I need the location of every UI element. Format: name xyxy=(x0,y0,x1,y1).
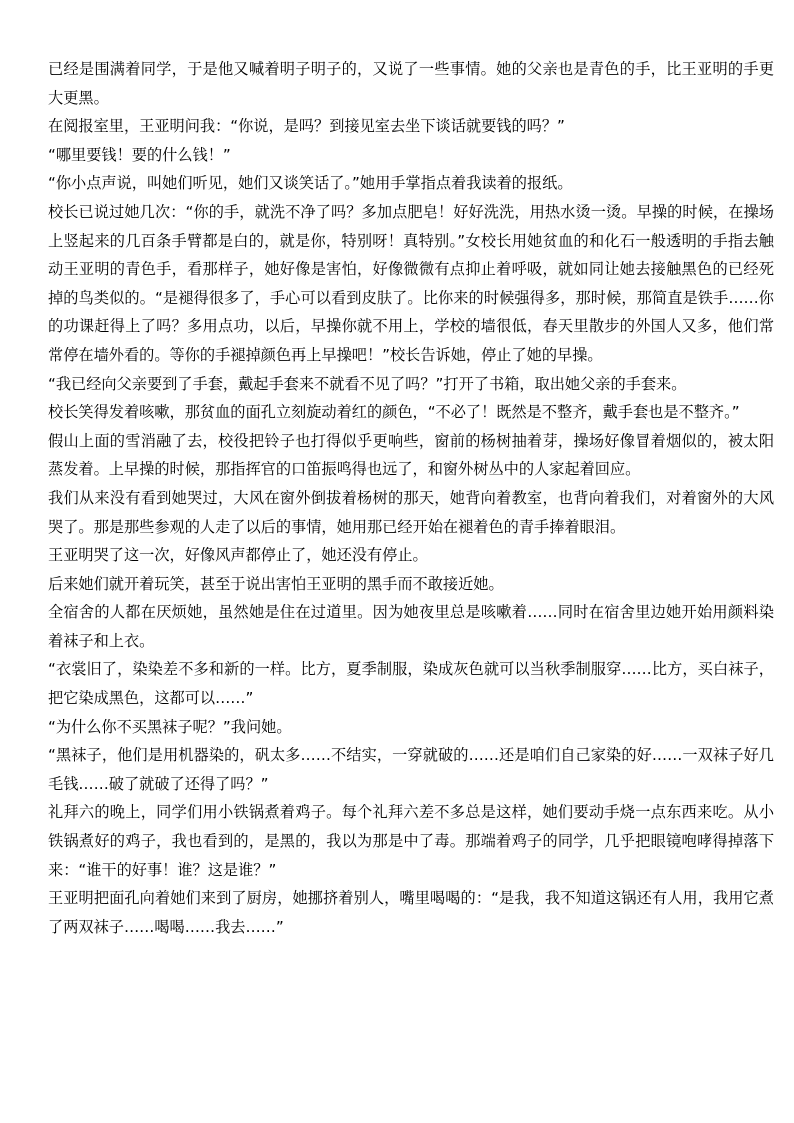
paragraph-15: “黑袜子，他们是用机器染的，矾太多……不结实，一穿就破的……还是咱们自己家染的好……一双袜子好几毛钱……破了就破了还得了吗？” xyxy=(48,746,774,793)
paragraph-17: 王亚明把面孔向着她们来到了厨房，她挪挤着别人，嘴里喝喝的：“是我，我不知道这锅还有人用，我用它煮了两双袜子……喝喝……我去……” xyxy=(48,889,774,936)
paragraph-8: 假山上面的雪消融了去，校役把铃子也打得似乎更响些，窗前的杨树抽着芽，操场好像冒着烟似的，被太阳蒸发着。上早操的时候，那指挥官的口笛振鸣得也远了，和窗外树丛中的人家起着回应。 xyxy=(48,431,774,479)
paragraph-9: 我们从来没有看到她哭过，大风在窗外倒拔着杨树的那天，她背向着教室，也背向着我们，对着窗外的大风哭了。那是那些参观的人走了以后的事情，她用那已经开始在褪着色的青手捧着眼泪。 xyxy=(48,488,774,536)
paragraph-11: 后来她们就开着玩笑，甚至于说出害怕王亚明的黑手而不敢接近她。 xyxy=(48,574,504,593)
paragraph-12: 全宿舍的人都在厌烦她，虽然她是住在过道里。因为她夜里总是咳嗽着……同时在宿舍里边她开始用颜料染着袜子和上衣。 xyxy=(48,603,774,650)
document-page xyxy=(48,55,774,941)
paragraph-14: “为什么你不买黑袜子呢？”我问她。 xyxy=(48,717,292,736)
paragraph-1: 已经是围满着同学，于是他又喊着明子明子的，又说了一些事情。她的父亲也是青色的手，比王亚明的手更大更黑。 xyxy=(48,60,774,107)
paragraph-3: “哪里要钱！要的什么钱！” xyxy=(48,145,231,164)
paragraph-13: “衣裳旧了，染染差不多和新的一样。比方，夏季制服，染成灰色就可以当秋季制服穿……比方，买白袜子，把它染成黑色，这都可以……” xyxy=(48,660,774,708)
paragraph-16: 礼拜六的晚上，同学们用小铁锅煮着鸡子。每个礼拜六差不多总是这样，她们要动手烧一点东西来吃。从小铁锅煮好的鸡子，我也看到的，是黑的，我以为那是中了毒。那端着鸡子的同学，几乎把眼镜咆哮得掉落下来：“谁干的好事！谁？这是谁？” xyxy=(48,803,774,879)
paragraph-10: 王亚明哭了这一次，好像风声都停止了，她还没有停止。 xyxy=(48,546,428,565)
paragraph-5: 校长已说过她几次：“你的手，就洗不净了吗？多加点肥皂！好好洗洗，用热水烫一烫。早操的时候，在操场上竖起来的几百条手臂都是白的，就是你，特别呀！真特别。”女校长用她贫血的和化石一般透明的手指去触动王亚明的青色手，看那样子，她好像是害怕，好像微微有点抑止着呼吸，就如同让她去接触黑色的已经死掉的鸟类似的。“是褪得很多了，手心可以看到皮肤了。比你来的时候强得多，那时候，那简直是铁手……你的功课赶得上了吗？多用点功，以后，早操你就不用上，学校的墙很低，春天里散步的外国人又多，他们常常停在墙外看的。等你的手褪掉颜色再上早操吧！”校长告诉她，停止了她的早操。 xyxy=(48,202,774,364)
paragraph-2: 在阅报室里，王亚明问我：“你说，是吗？到接见室去坐下谈话就要钱的吗？” xyxy=(48,117,565,136)
paragraph-6: “我已经向父亲要到了手套，戴起手套来不就看不见了吗？”打开了书箱，取出她父亲的手套来。 xyxy=(48,374,687,393)
paragraph-7: 校长笑得发着咳嗽，那贫血的面孔立刻旋动着红的颜色，“不必了！既然是不整齐，戴手套也是不整齐。” xyxy=(48,403,740,422)
paragraph-4: “你小点声说，叫她们听见，她们又谈笑话了。”她用手掌指点着我读着的报纸。 xyxy=(48,174,573,193)
